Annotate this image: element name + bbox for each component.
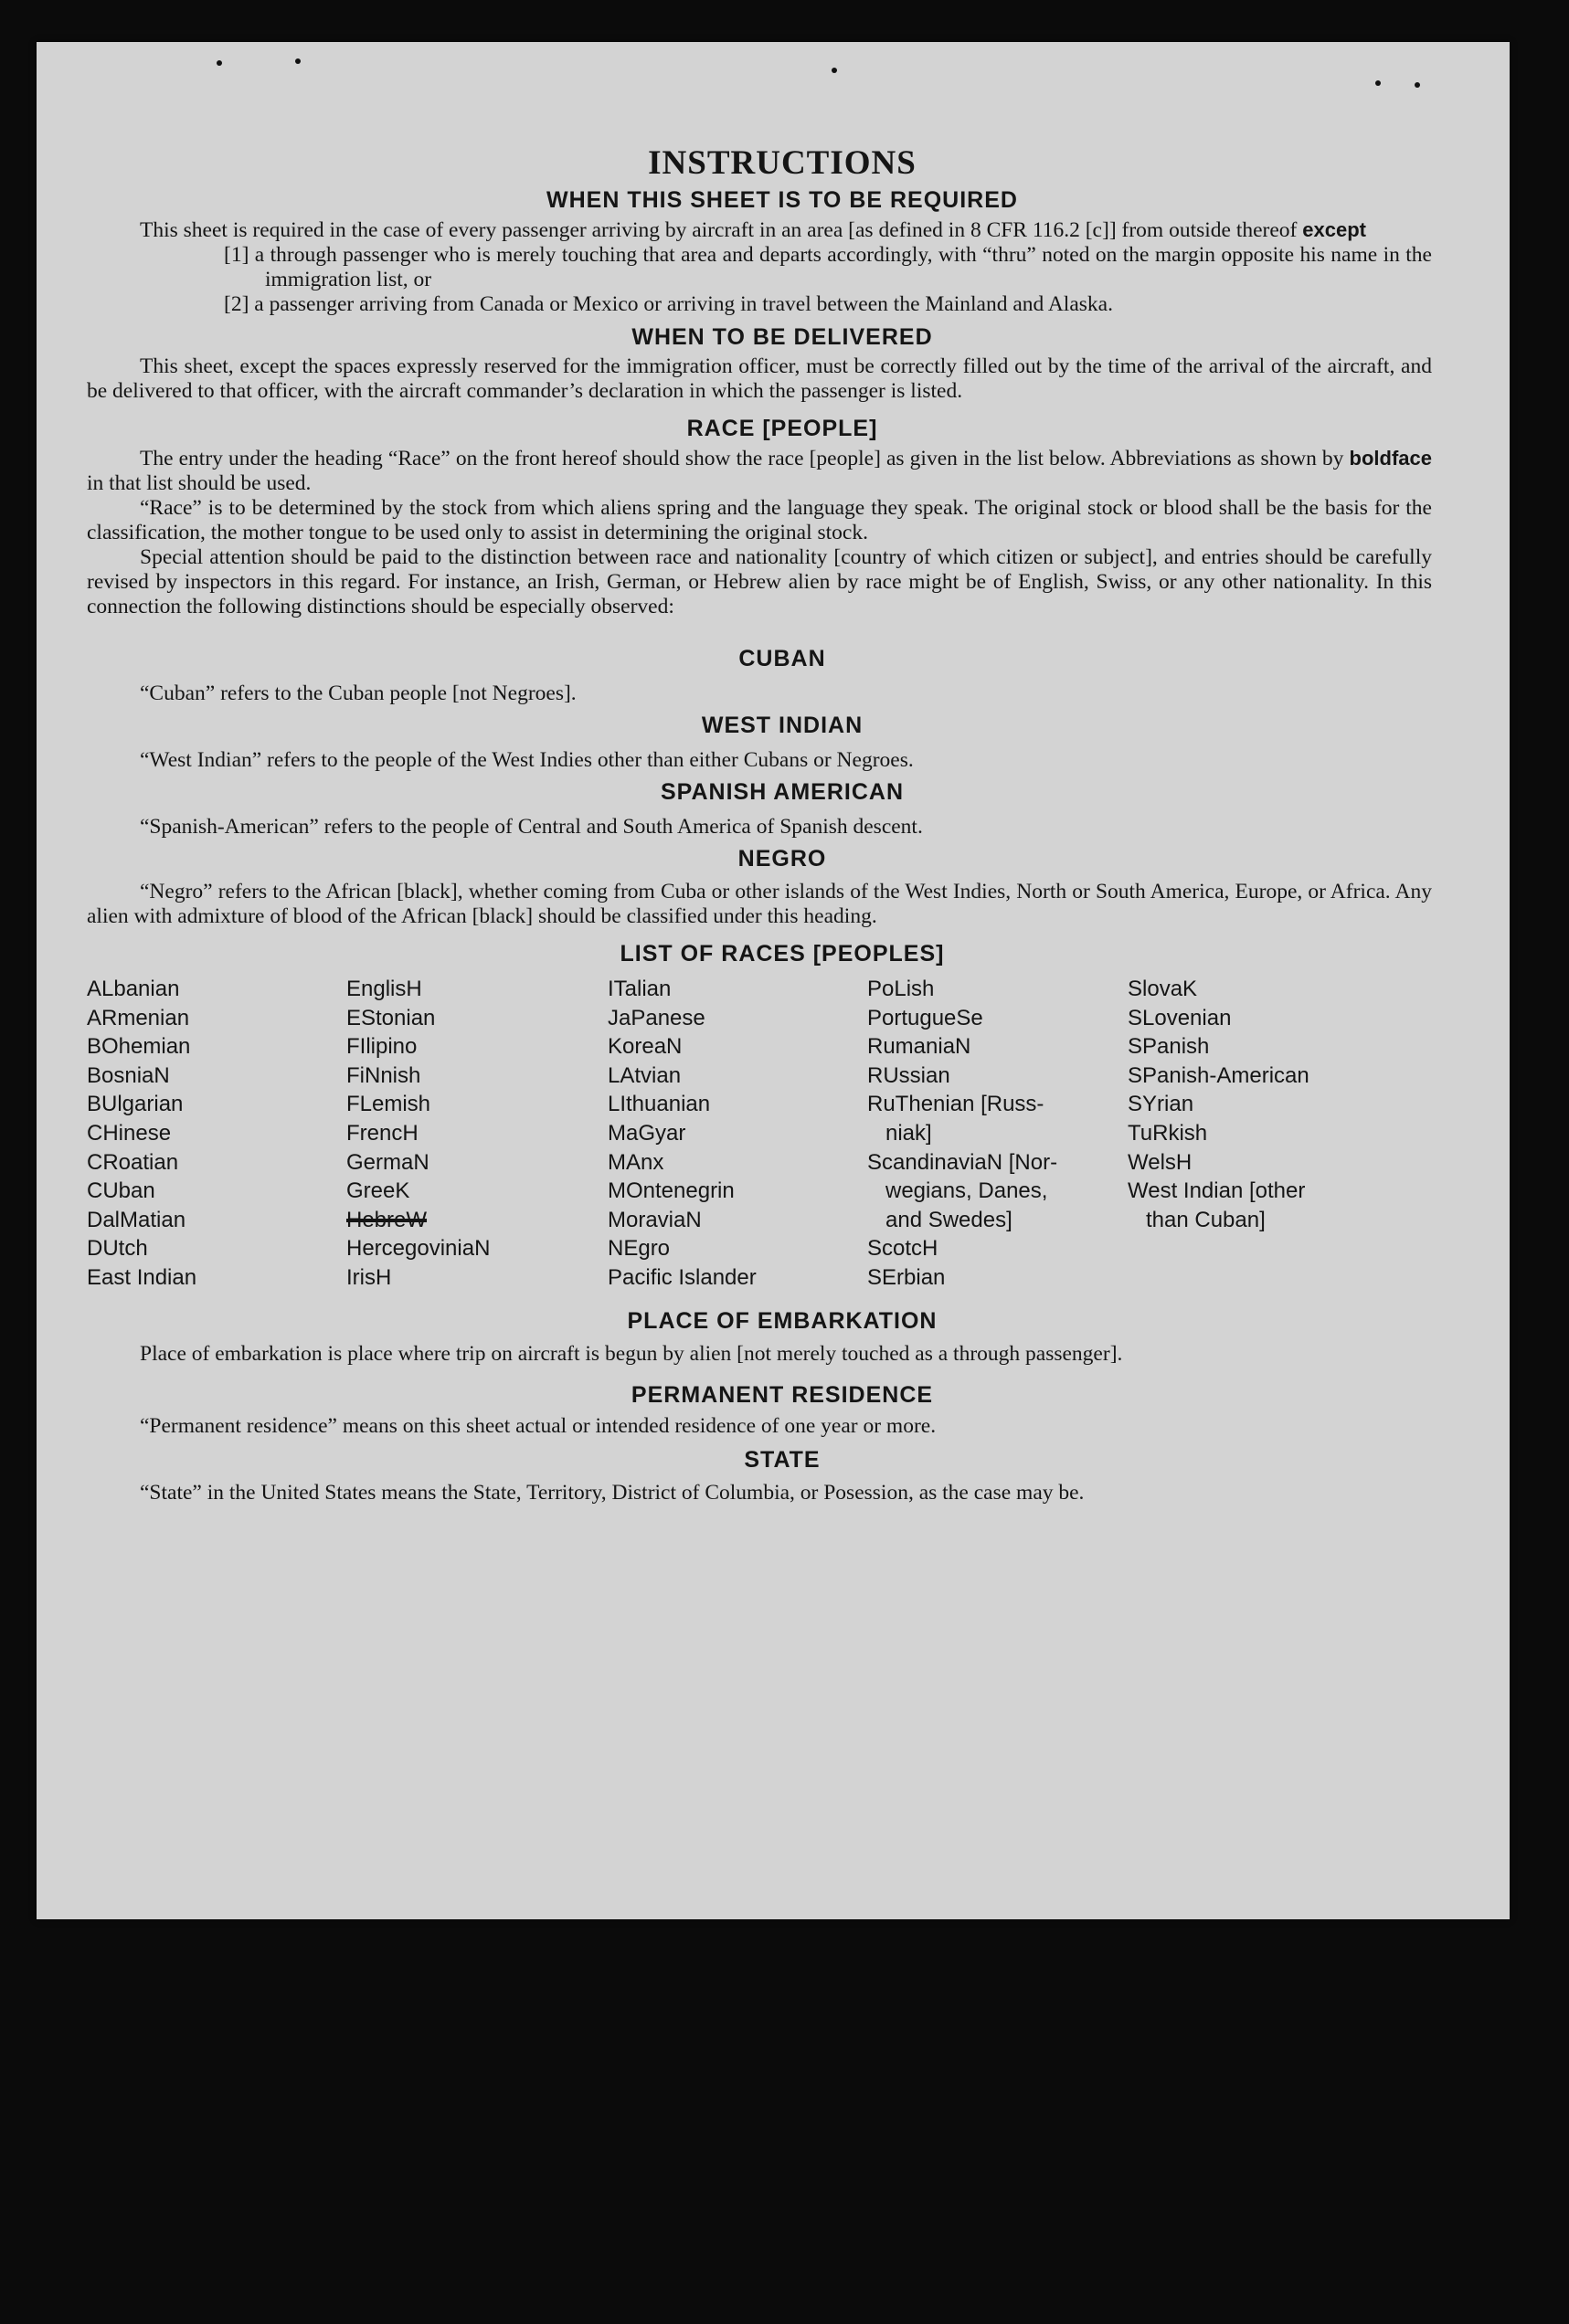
section-heading-residence: PERMANENT RESIDENCE	[631, 1381, 934, 1408]
race-item: FiNnish	[346, 1062, 421, 1088]
section-heading-embarkation: PLACE OF EMBARKATION	[627, 1307, 938, 1334]
race-item: NEgro	[608, 1236, 671, 1262]
paragraph: “State” in the United States means the State, Territory, District of Columbia, or Posession, as the case may be.	[140, 1480, 1085, 1505]
race-item: GreeK	[346, 1178, 410, 1204]
section-heading-state: STATE	[744, 1446, 821, 1473]
race-item: IrisH	[346, 1264, 392, 1290]
race-item: West Indian [other	[1128, 1178, 1306, 1204]
section-heading-negro: NEGRO	[737, 846, 827, 872]
race-item: SlovaK	[1128, 977, 1198, 1001]
paragraph	[87, 446, 1432, 496]
race-item: SPanish-American	[1128, 1062, 1309, 1088]
bold-text: boldface	[1349, 447, 1433, 470]
paragraph	[87, 217, 1432, 243]
race-item: GermaN	[346, 1149, 429, 1175]
race-column	[87, 975, 346, 1293]
page-title: INSTRUCTIONS	[648, 144, 917, 182]
race-item: CUban	[87, 1178, 155, 1204]
race-item: RUssian	[867, 1062, 950, 1088]
ink-speck	[1415, 82, 1420, 88]
race-item: DUtch	[87, 1236, 148, 1262]
race-item: PoLish	[867, 977, 935, 1001]
section-heading-when-required: WHEN THIS SHEET IS TO BE REQUIRED	[546, 187, 1018, 213]
paragraph: “Permanent residence” means on this sheet actual or intended residence of one year or more.	[140, 1413, 937, 1438]
race-item: BUlgarian	[87, 1092, 184, 1117]
paragraph: This sheet, except the spaces expressly reserved for the immigration officer, must be correctly filled out by the time of the arrival of the aircraft, and be delivered to that officer, with the aircraft commander’s declaration in which the passenger is listed.	[87, 354, 1432, 403]
race-item: SYrian	[1128, 1092, 1194, 1117]
race-column	[608, 975, 867, 1293]
section-heading-cuban: CUBAN	[738, 646, 826, 671]
race-item: BOhemian	[87, 1034, 191, 1060]
section-heading-spanish-american: SPANISH AMERICAN	[660, 779, 904, 805]
race-item: LIthuanian	[608, 1092, 711, 1117]
race-item: EStonian	[346, 1005, 436, 1030]
race-column	[346, 975, 608, 1293]
race-item: DalMatian	[87, 1207, 186, 1232]
race-list	[87, 975, 1432, 1293]
race-item: CHinese	[87, 1120, 172, 1146]
race-item: LAtvian	[608, 1062, 682, 1088]
race-item: ScotcH	[867, 1236, 938, 1262]
paragraph: Place of embarkation is place where trip on aircraft is begun by alien [not merely touched as a through passenger].	[140, 1341, 1123, 1366]
text: The entry under the heading “Race” on the front hereof should show the race [people] as given in the list below. Abbreviations as shown by	[140, 447, 1344, 470]
race-item: Pacific Islander	[608, 1264, 757, 1290]
race-item-continued: niak]	[885, 1120, 932, 1146]
race-item-continued: wegians, Danes,	[885, 1178, 1048, 1204]
ink-speck	[832, 68, 837, 73]
race-item: SErbian	[867, 1264, 946, 1290]
paragraph: “Race” is to be determined by the stock from which aliens spring and the language they speak. The original stock or blood shall be the basis for the classification, the mother tongue to be used only to assist in determining the original stock.	[87, 496, 1432, 544]
section-heading-west-indian: WEST INDIAN	[701, 713, 864, 738]
race-column	[1128, 975, 1338, 1293]
race-item: SLovenian	[1128, 1005, 1232, 1030]
race-item: EnglisH	[346, 977, 422, 1001]
race-item: KoreaN	[608, 1034, 683, 1060]
text: This sheet is required in the case of every passenger arriving by aircraft in an area [as defined in 8 CFR 116.2 [c]] from outside thereof	[140, 218, 1298, 242]
race-item: MoraviaN	[608, 1207, 702, 1232]
race-item: ARmenian	[87, 1005, 190, 1030]
ink-speck	[295, 58, 301, 64]
race-item: PortugueSe	[867, 1005, 983, 1030]
race-item: East Indian	[87, 1264, 197, 1290]
ink-speck	[1375, 80, 1381, 86]
race-item: BosniaN	[87, 1062, 170, 1088]
race-item: ITalian	[608, 977, 672, 1001]
race-item: RumaniaN	[867, 1034, 971, 1060]
race-item: WelsH	[1128, 1149, 1193, 1175]
text: in that list should be used.	[87, 471, 312, 495]
race-item: MAnx	[608, 1149, 664, 1175]
race-item: MOntenegrin	[608, 1178, 735, 1204]
race-item: FrencH	[346, 1120, 419, 1146]
list-item: [2] a passenger arriving from Canada or Mexico or arriving in travel between the Mainland and Alaska.	[224, 292, 1113, 316]
race-item: JaPanese	[608, 1005, 705, 1030]
paragraph: “Negro” refers to the African [black], whether coming from Cuba or other islands of the West Indies, North or South America, Europe, or Africa. Any alien with admixture of blood of the African [black] should be classified under this heading.	[87, 880, 1432, 928]
section-heading-race: RACE [PEOPLE]	[686, 416, 878, 441]
list-item: [1] a through passenger who is merely touching that area and departs accordingly, with “thru” noted on the margin opposite his name in the immigration list, or	[224, 243, 1432, 291]
section-heading-list-of-races: LIST OF RACES [PEOPLES]	[620, 941, 945, 967]
race-item: ScandinaviaN [Nor-	[867, 1149, 1058, 1175]
race-column	[867, 975, 1128, 1293]
race-item-continued: and Swedes]	[885, 1207, 1012, 1232]
race-item: CRoatian	[87, 1149, 179, 1175]
race-item: MaGyar	[608, 1120, 686, 1146]
ink-speck	[217, 60, 222, 66]
instructions-content	[87, 99, 1432, 1505]
paragraph: “Cuban” refers to the Cuban people [not Negroes].	[140, 681, 577, 705]
race-item: RuThenian [Russ-	[867, 1092, 1044, 1117]
race-item-struck: HebreW	[346, 1207, 428, 1232]
bold-text: except	[1302, 218, 1366, 241]
section-heading-when-delivered: WHEN TO BE DELIVERED	[631, 324, 933, 350]
race-item: FIlipino	[346, 1034, 418, 1060]
race-item: SPanish	[1128, 1034, 1210, 1060]
race-item-continued: than Cuban]	[1146, 1207, 1266, 1232]
paragraph: “Spanish-American” refers to the people of Central and South America of Spanish descent.	[140, 815, 923, 839]
paragraph: Special attention should be paid to the distinction between race and nationality [country of which citizen or subject], and entries should be carefully revised by inspectors in this regard. For instance, an Irish, German, or Hebrew alien by race might be of English, Swiss, or any other nationality. In this connection the following distinctions should be especially observed:	[87, 545, 1432, 618]
paragraph: “West Indian” refers to the people of the West Indies other than either Cubans or Negroes.	[140, 748, 914, 772]
race-item: ALbanian	[87, 977, 180, 1001]
race-item: TuRkish	[1128, 1120, 1208, 1146]
race-item: HercegoviniaN	[346, 1236, 491, 1262]
race-item: FLemish	[346, 1092, 431, 1117]
